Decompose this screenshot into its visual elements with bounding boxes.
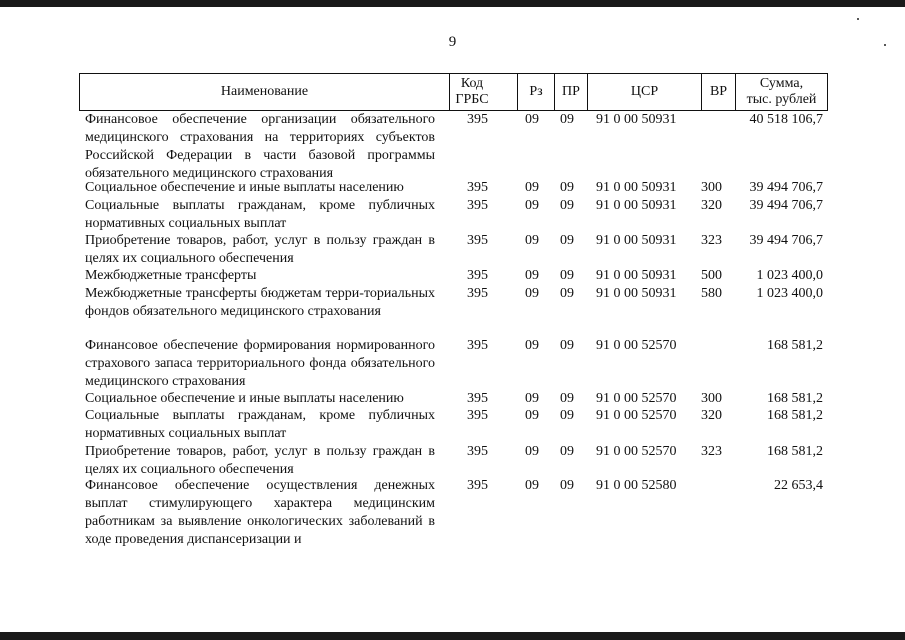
row-pr: 09	[560, 408, 574, 423]
row-sum: 39 494 706,7	[749, 180, 823, 195]
row-csr: 91 0 00 52570	[596, 444, 677, 459]
row-sum: 39 494 706,7	[749, 198, 823, 213]
row-name: Социальное обеспечение и иные выплаты населению	[85, 391, 404, 406]
row-rz: 09	[525, 112, 539, 127]
row-rz: 09	[525, 198, 539, 213]
row-vr: 320	[701, 408, 722, 423]
row-vr: 300	[701, 391, 722, 406]
row-name: Социальные выплаты гражданам, кроме публичных нормативных социальных выплат	[85, 408, 435, 441]
row-grbs: 395	[467, 338, 488, 353]
row-sum: 168 581,2	[767, 408, 823, 423]
row-csr: 91 0 00 50931	[596, 268, 677, 283]
row-csr: 91 0 00 52570	[596, 391, 677, 406]
header-vr: ВР	[709, 84, 728, 99]
header-rz: Рз	[529, 84, 543, 99]
header-sum-line1: Сумма,	[759, 76, 804, 91]
header-grbs-line1: Код	[460, 76, 484, 91]
row-csr: 91 0 00 52570	[596, 408, 677, 423]
row-csr: 91 0 00 50931	[596, 112, 677, 127]
row-grbs: 395	[467, 112, 488, 127]
row-sum: 168 581,2	[767, 444, 823, 459]
row-pr: 09	[560, 444, 574, 459]
row-name: Межбюджетные трансферты бюджетам терри-ториальных фондов обязательного медицинского страхования	[85, 286, 435, 319]
row-vr: 300	[701, 180, 722, 195]
row-rz: 09	[525, 408, 539, 423]
row-rz: 09	[525, 478, 539, 493]
row-pr: 09	[560, 391, 574, 406]
scan-speck	[857, 18, 859, 20]
row-csr: 91 0 00 52580	[596, 478, 677, 493]
row-grbs: 395	[467, 268, 488, 283]
row-csr: 91 0 00 52570	[596, 338, 677, 353]
row-rz: 09	[525, 286, 539, 301]
row-rz: 09	[525, 180, 539, 195]
row-name: Межбюджетные трансферты	[85, 268, 257, 283]
row-sum: 22 653,4	[774, 478, 823, 493]
row-name: Социальные выплаты гражданам, кроме публичных нормативных социальных выплат	[85, 198, 435, 231]
row-name: Приобретение товаров, работ, услуг в пользу граждан в целях их социального обеспечения	[85, 444, 435, 477]
row-csr: 91 0 00 50931	[596, 180, 677, 195]
row-vr: 500	[701, 268, 722, 283]
row-sum: 168 581,2	[767, 391, 823, 406]
row-csr: 91 0 00 50931	[596, 233, 677, 248]
row-vr: 323	[701, 444, 722, 459]
row-rz: 09	[525, 391, 539, 406]
row-vr: 580	[701, 286, 722, 301]
page-number: 9	[448, 34, 457, 50]
scan-border-bottom	[0, 632, 905, 640]
table-header	[79, 73, 828, 111]
row-vr: 320	[701, 198, 722, 213]
row-grbs: 395	[467, 286, 488, 301]
row-grbs: 395	[467, 408, 488, 423]
row-name: Финансовое обеспечение организации обязательного медицинского страхования на территориях субъектов Российской Федерации в части базовой программы обязательного медицинского страхования	[85, 112, 435, 181]
scan-border-top	[0, 0, 905, 7]
header-csr: ЦСР	[630, 84, 659, 99]
row-pr: 09	[560, 198, 574, 213]
row-rz: 09	[525, 444, 539, 459]
row-vr: 323	[701, 233, 722, 248]
row-grbs: 395	[467, 391, 488, 406]
row-name: Социальное обеспечение и иные выплаты населению	[85, 180, 404, 195]
row-pr: 09	[560, 112, 574, 127]
header-sum-line2: тыс. рублей	[746, 92, 817, 107]
header-name: Наименование	[220, 84, 309, 99]
row-sum: 168 581,2	[767, 338, 823, 353]
row-grbs: 395	[467, 478, 488, 493]
row-name: Финансовое обеспечение осуществления денежных выплат стимулирующего характера медицинским работникам за выявление онкологических заболеваний в ходе проведения диспансеризации и	[85, 478, 435, 547]
row-csr: 91 0 00 50931	[596, 286, 677, 301]
row-pr: 09	[560, 286, 574, 301]
header-grbs	[450, 74, 494, 110]
header-pr: ПР	[562, 84, 580, 99]
row-grbs: 395	[467, 444, 488, 459]
row-name: Финансовое обеспечение формирования нормированного страхового запаса территориального фонда обязательного медицинского страхования	[85, 338, 435, 389]
row-csr: 91 0 00 50931	[596, 198, 677, 213]
header-grbs-line2: ГРБС	[455, 92, 489, 107]
row-pr: 09	[560, 478, 574, 493]
row-pr: 09	[560, 233, 574, 248]
row-rz: 09	[525, 338, 539, 353]
row-pr: 09	[560, 180, 574, 195]
row-name: Приобретение товаров, работ, услуг в пользу граждан в целях их социального обеспечения	[85, 233, 435, 266]
row-sum: 1 023 400,0	[756, 268, 823, 283]
row-grbs: 395	[467, 180, 488, 195]
row-pr: 09	[560, 268, 574, 283]
row-grbs: 395	[467, 233, 488, 248]
row-sum: 40 518 106,7	[749, 112, 823, 127]
row-grbs: 395	[467, 198, 488, 213]
row-sum: 39 494 706,7	[749, 233, 823, 248]
row-rz: 09	[525, 233, 539, 248]
header-sum	[736, 74, 827, 110]
row-sum: 1 023 400,0	[756, 286, 823, 301]
row-pr: 09	[560, 338, 574, 353]
row-rz: 09	[525, 268, 539, 283]
